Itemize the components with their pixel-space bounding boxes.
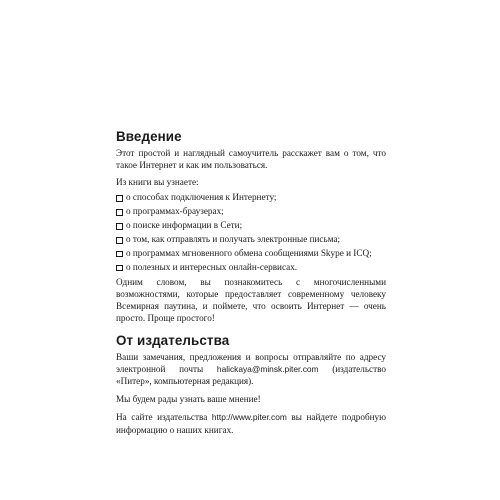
checkbox-bullet-icon [116, 195, 123, 202]
website-text-before: На сайте издательства [116, 412, 212, 423]
list-item-text: о том, как отправлять и получать электронные письма; [126, 234, 341, 244]
contact-text-before: Ваши замечания, предложения и вопросы отправляйте по адресу электронной почты [116, 352, 386, 375]
list-item-text: о поиске информации в Сети; [126, 220, 243, 231]
list-item [116, 234, 386, 246]
page-content [116, 129, 386, 436]
list-item-text: о программах мгновенного обмена сообщениями Skype и ICQ; [126, 247, 372, 258]
intro-section [116, 129, 386, 324]
list-item-text: о способах подключения к Интернету; [126, 192, 277, 203]
list-item [116, 192, 386, 204]
checkbox-bullet-icon [116, 223, 123, 230]
intro-closing: Одним словом, вы познакомитесь с многочисленными возможностями, которые предоставляет современному человеку Всемирная паутина, и поймете, что освоить Интернет — очень просто. Проще простого! [116, 276, 386, 323]
checkbox-bullet-icon [116, 251, 123, 258]
checkbox-bullet-icon [116, 265, 123, 272]
website-link[interactable]: http://www.piter.com [211, 412, 287, 423]
list-item [116, 248, 386, 260]
intro-heading: Введение [116, 129, 182, 144]
intro-paragraph: Этот простой и наглядный самоучитель расскажет вам о том, что такое Интернет и как им пользоваться. [116, 148, 386, 171]
publisher-heading: От издательства [116, 333, 230, 349]
publisher-section [116, 333, 386, 436]
checkbox-bullet-icon [116, 237, 123, 244]
list-item [116, 220, 386, 232]
list-item-text: о программах-браузерах; [126, 206, 224, 217]
feedback-paragraph: Мы будем рады узнать ваше мнение! [116, 394, 261, 405]
website-text-after: вы найдете подробную информацию о наших книгах. [116, 412, 386, 435]
email-link[interactable]: halickaya@minsk.piter.com [216, 364, 319, 375]
list-item [116, 206, 386, 218]
contact-text-after: (издательство «Питер», компьютерная редакция). [116, 364, 386, 387]
list-item-text: о полезных и интересных онлайн-сервисах. [126, 261, 298, 272]
list-item [116, 262, 386, 274]
list-intro: Из книги вы узнаете: [116, 177, 199, 188]
checkbox-bullet-icon [116, 209, 123, 216]
topics-list [116, 192, 386, 273]
website-paragraph [116, 411, 386, 435]
publisher-contact-paragraph [116, 351, 386, 387]
